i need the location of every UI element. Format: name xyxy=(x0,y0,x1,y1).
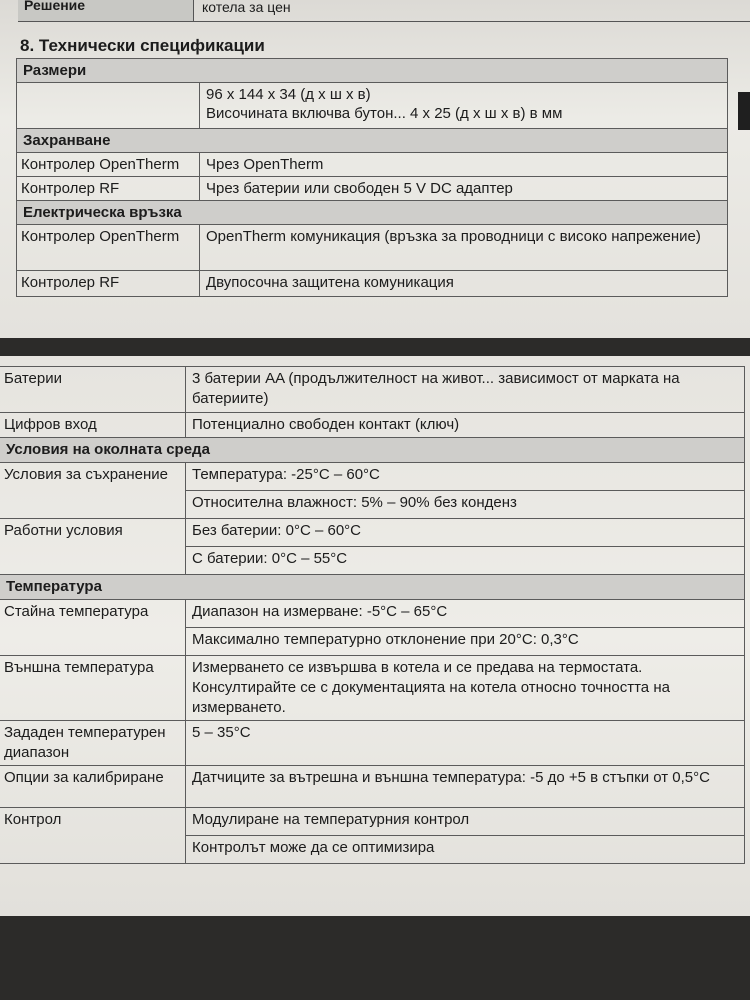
previous-row-label: Решение xyxy=(18,0,194,21)
table-row xyxy=(0,600,745,628)
row-label: Стайна температура xyxy=(0,600,186,656)
page-edge-tab xyxy=(738,92,750,130)
table-row xyxy=(17,83,728,129)
table-row xyxy=(0,367,745,413)
previous-row-value: котела за цен xyxy=(202,0,291,15)
table-row xyxy=(0,766,745,808)
row-label: Контролер OpenTherm xyxy=(17,153,200,177)
section-header-row xyxy=(0,575,745,600)
table-row xyxy=(17,225,728,271)
row-value: Датчиците за вътрешна и външна температура: -5 до +5 в стъпки от 0,5°C xyxy=(186,766,745,808)
section-header-row xyxy=(17,129,728,153)
table-row xyxy=(17,177,728,201)
table-row xyxy=(0,519,745,547)
row-value: OpenTherm комуникация (връзка за проводници с високо напрежение) xyxy=(200,225,728,271)
previous-table-row xyxy=(18,0,750,22)
table-row xyxy=(0,721,745,766)
row-value: Диапазон на измерване: -5°C – 65°C xyxy=(186,600,745,628)
spec-table-bottom xyxy=(0,366,745,864)
section-header-row xyxy=(0,438,745,463)
row-value: Чрез OpenTherm xyxy=(200,153,728,177)
spec-table-top xyxy=(16,58,728,297)
table-row xyxy=(17,271,728,297)
row-value: С батерии: 0°C – 55°C xyxy=(186,547,745,575)
row-label: Контролер RF xyxy=(17,177,200,201)
row-value: Потенциално свободен контакт (ключ) xyxy=(186,413,745,438)
row-value: 3 батерии AA (продължителност на живот... зависимост от марката на батериите) xyxy=(186,367,745,413)
row-label: Зададен температурен диапазон xyxy=(0,721,186,766)
row-value: Чрез батерии или свободен 5 V DC адаптер xyxy=(200,177,728,201)
row-label xyxy=(17,83,200,129)
row-label: Контролер RF xyxy=(17,271,200,297)
section-header: Условия на околната среда xyxy=(0,438,745,463)
row-value: Контролът може да се оптимизира xyxy=(186,836,745,864)
row-value: 5 – 35°C xyxy=(186,721,745,766)
row-value: Измерването се извършва в котела и се предава на термостата. Консултирайте се с документацията на котела относно точността на измерването. xyxy=(186,656,745,721)
row-label: Външна температура xyxy=(0,656,186,721)
row-label: Контролер OpenTherm xyxy=(17,225,200,271)
table-row xyxy=(0,656,745,721)
row-value: Относителна влажност: 5% – 90% без конденз xyxy=(186,491,745,519)
document-page-bottom xyxy=(0,356,750,916)
row-label: Опции за калибриране xyxy=(0,766,186,808)
document-page-top xyxy=(0,0,750,338)
row-value: Максимално температурно отклонение при 20°C: 0,3°C xyxy=(186,628,745,656)
section-header: Температура xyxy=(0,575,745,600)
row-label: Контрол xyxy=(0,808,186,864)
row-label: Батерии xyxy=(0,367,186,413)
row-label: Условия за съхранение xyxy=(0,463,186,519)
row-value: Температура: -25°C – 60°C xyxy=(186,463,745,491)
section-header-row xyxy=(17,201,728,225)
section-header: Захранване xyxy=(17,129,728,153)
table-row xyxy=(0,413,745,438)
row-value: Двупосочна защитена комуникация xyxy=(200,271,728,297)
row-label: Работни условия xyxy=(0,519,186,575)
section-title: 8. Технически спецификации xyxy=(20,36,265,55)
section-header-row xyxy=(17,59,728,83)
row-value: Без батерии: 0°C – 60°C xyxy=(186,519,745,547)
table-row xyxy=(0,463,745,491)
table-row xyxy=(0,808,745,836)
row-label: Цифров вход xyxy=(0,413,186,438)
section-header: Размери xyxy=(17,59,728,83)
row-value: Модулиране на температурния контрол xyxy=(186,808,745,836)
row-value: 96 x 144 x 34 (д x ш x в) Височината включва бутон... 4 x 25 (д x ш x в) в мм xyxy=(200,83,728,129)
table-row xyxy=(17,153,728,177)
section-header: Електрическа връзка xyxy=(17,201,728,225)
